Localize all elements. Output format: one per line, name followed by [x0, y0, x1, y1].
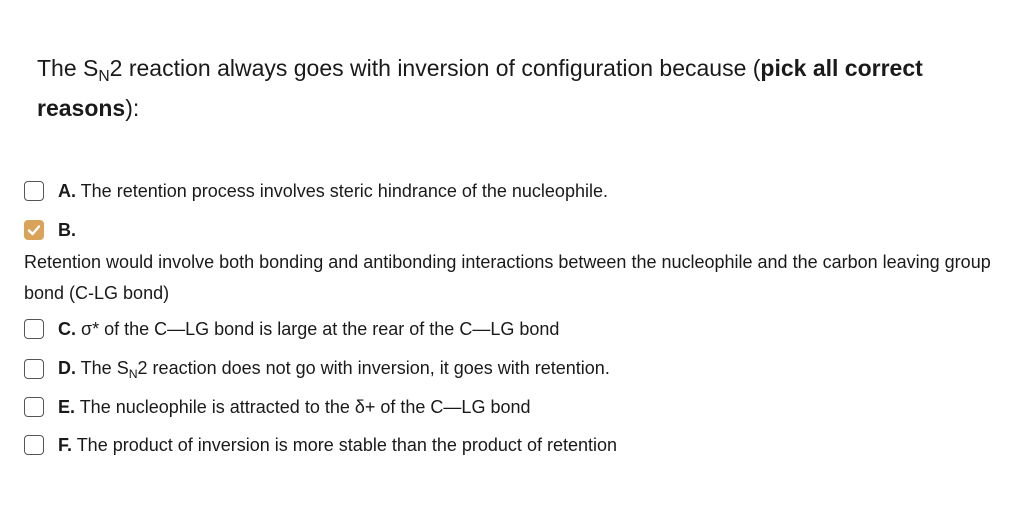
option-e-label: [58, 396, 530, 418]
option-f-label: [58, 434, 617, 456]
option-d-letter: D.: [58, 358, 76, 378]
option-f-checkbox[interactable]: [24, 435, 44, 455]
option-c-checkbox[interactable]: [24, 319, 44, 339]
option-c[interactable]: [24, 318, 559, 340]
option-a-checkbox[interactable]: [24, 181, 44, 201]
question-suffix: ):: [125, 95, 140, 121]
option-d-label: [58, 357, 610, 381]
checkmark-icon: [26, 222, 42, 238]
option-b-letter: B.: [58, 220, 76, 240]
option-d[interactable]: [24, 357, 610, 381]
option-e-checkbox[interactable]: [24, 397, 44, 417]
option-d-subscript: N: [128, 367, 138, 382]
option-e[interactable]: [24, 396, 530, 418]
question-text: [37, 50, 997, 127]
option-c-letter: C.: [58, 319, 76, 339]
question-bold-instruction: pick all correct reasons: [37, 55, 923, 121]
option-b-checkbox[interactable]: [24, 220, 44, 240]
option-d-text-pre: The S: [76, 358, 129, 378]
question-mid: 2 reaction always goes with inversion of configuration because (: [109, 55, 761, 81]
option-f-letter: F.: [58, 435, 73, 455]
option-a-letter: A.: [58, 181, 76, 201]
option-e-text: The nucleophile is attracted to the δ+ of the C—LG bond: [75, 397, 531, 417]
option-a-text: The retention process involves steric hindrance of the nucleophile.: [76, 181, 608, 201]
option-f-text: The product of inversion is more stable than the product of retention: [72, 435, 617, 455]
question-prefix: The S: [37, 55, 99, 81]
question-subscript: N: [98, 68, 110, 86]
option-f[interactable]: [24, 434, 617, 456]
option-c-text: σ* of the C—LG bond is large at the rear of the C—LG bond: [76, 319, 560, 339]
option-b[interactable]: [24, 219, 76, 241]
option-d-checkbox[interactable]: [24, 359, 44, 379]
option-c-label: [58, 318, 559, 340]
option-e-letter: E.: [58, 397, 76, 417]
option-b-text: Retention would involve both bonding and antibonding interactions between the nucleophile and the carbon leaving group bond (C-LG bond): [24, 252, 991, 303]
option-d-text-post: 2 reaction does not go with inversion, it goes with retention.: [137, 358, 610, 378]
option-a-label: [58, 180, 608, 202]
option-b-label: [58, 219, 76, 241]
option-a[interactable]: [24, 180, 608, 202]
